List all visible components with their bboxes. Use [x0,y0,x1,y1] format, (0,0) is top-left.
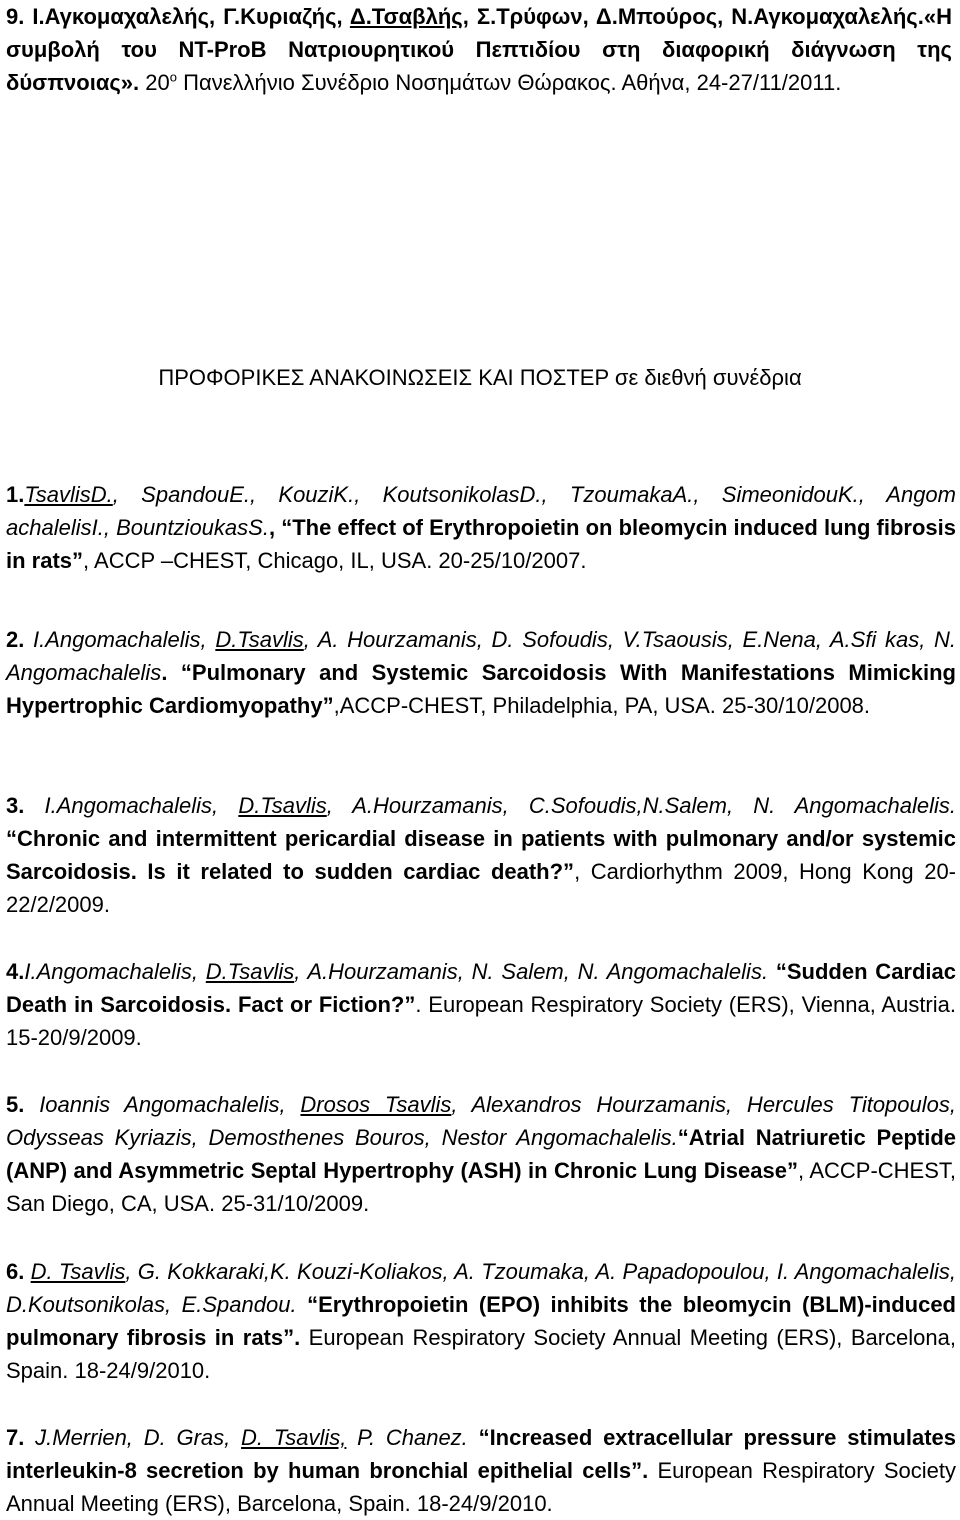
publication-entry-4 [6,955,956,1054]
entry-author-underlined: D.Tsavlis [238,793,327,818]
entry-title: , “The effect of Erythropoietin on bleomycin induced lung fibrosis in rats” [6,515,956,573]
entry-venue: , ACCP –CHEST, Chicago, IL, USA. 20-25/10/2007. [83,548,587,573]
entry-venue: European Respiratory Society Annual Meeting (ERS), Barcelona, Spain. 18-24/9/2010. [6,1458,956,1516]
entry-authors: , A.Hourzamanis, C.Sofoudis,N.Salem, N. Angomachalelis. [326,793,956,818]
publication-entry-3 [6,789,956,921]
entry-author: I.Angomachalelis, [24,959,206,984]
entry-number: 3. [6,793,45,818]
entry-venue: ,ACCP-CHEST, Philadelphia, PA, USA. 25-30/10/2008. [333,693,871,718]
entry-title: “Sudden Cardiac Death in Sarcoidosis. Fact or Fiction?” [6,959,957,1017]
entry-author-underlined: D. Tsavlis [30,1259,126,1284]
entry-venue-number: 20 [139,70,170,95]
entry-authors: , Σ.Τρύφων, Δ.Μπούρος, Ν.Αγκομαχαλελής. [462,4,924,29]
entry-authors: P. Chanez. [346,1425,468,1450]
entry-title: “Atrial Natriuretic Peptide (ANP) and Asymmetric Septal Hypertrophy (ASH) in Chronic Lung Disease” [6,1125,956,1183]
entry-title: “Increased extracellular pressure stimulates interleukin-8 secretion by human bronchial epithelial cells”. [6,1425,957,1483]
entry-prefix: 9. Ι.Αγκομαχαλελής, Γ.Κυριαζής, [6,4,350,29]
entry-venue: . European Respiratory Society (ERS), Vienna, Austria. 15-20/9/2009. [6,992,956,1050]
entry-author: I.Angomachalelis, [44,793,239,818]
publication-entry-7 [6,1421,956,1520]
entry-author: J.Merrien, D. Gras, [35,1425,242,1450]
entry-venue: European Respiratory Society Annual Meeting (ERS), Barcelona, Spain. 18-24/9/2010. [6,1325,957,1383]
entry-authors: , Alexandros Hourzamanis, Hercules Titopoulos, Odysseas Kyriazis, Demosthenes Bouros, Nestor Angomachalelis. [6,1092,956,1150]
section-heading: ΠΡΟΦΟΡΙΚΕΣ ΑΝΑΚΟΙΝΩΣΕΙΣ ΚΑΙ ΠΟΣΤΕΡ σε διεθνή συνέδρια [158,365,802,390]
entry-authors: , G. Kokkaraki,K. Kouzi-Koliakos, A. Tzoumaka, A. Papadopoulou, I. Angomachalelis, D.Koutsonikolas, E.Spandou. [6,1259,956,1317]
entry-number: 7. [6,1425,36,1450]
entry-authors: , SpandouE., KouziK., KoutsonikolasD., TzoumakaA., SimeonidouK., Angom achalelisI., BountzioukasS. [6,482,956,540]
entry-number: 2. [6,627,34,652]
entry-number: 5. [6,1092,40,1117]
entry-authors: , A. Hourzamanis, D. Sofoudis, V.Tsaousis, E.Nena, A.Sfi kas, N. Angomachalelis [6,627,956,685]
entry-author-underlined: D. Tsavlis, [241,1425,347,1450]
entry-number: 4. [6,959,25,984]
entry-author-underlined: Δ.Τσαβλής [349,4,463,29]
publication-entry-5 [6,1088,956,1220]
publication-entry-1 [6,478,956,577]
entry-venue-superscript: ο [169,69,177,85]
publication-entry-9 [6,0,952,99]
entry-author-underlined: D.Tsavlis [215,627,304,652]
entry-venue: , ACCP-CHEST, San Diego, CA, USA. 25-31/10/2009. [6,1158,957,1216]
entry-title: “Chronic and intermittent pericardial disease in patients with pulmonary and/or systemic Sarcoidosis. Is it related to sudden cardiac death?” [6,826,956,884]
entry-title: «Η συμβολή του NT-ProB Νατριουρητικού Πεπτιδίου στη διαφορική διάγνωση της δύσπνοιας». [6,4,952,95]
entry-venue: , Cardiorhythm 2009, Hong Kong 20-22/2/2009. [6,859,956,917]
entry-author: Ioannis Angomachalelis, [39,1092,301,1117]
entry-author: I.Angomachalelis, [33,627,216,652]
entry-number: 6. [6,1259,31,1284]
entry-authors: , A.Hourzamanis, N. Salem, N. Angomachalelis. [294,959,769,984]
publication-entry-6 [6,1255,956,1387]
entry-number: 1. [6,482,25,507]
entry-venue: Πανελλήνιο Συνέδριο Νοσημάτων Θώρακος. Αθήνα, 24-27/11/2011. [176,70,842,95]
entry-title: . “Pulmonary and Systemic Sarcoidosis With Manifestations Mimicking Hypertrophic Cardiomyopathy” [6,660,956,718]
entry-title: “Erythropoietin (EPO) inhibits the bleomycin (BLM)-induced pulmonary fibrosis in rats”. [6,1292,956,1350]
entry-author-underlined: TsavlisD. [24,482,113,507]
entry-author-underlined: D.Tsavlis [205,959,295,984]
publication-entry-2 [6,623,956,722]
entry-author-underlined: Drosos Tsavlis [300,1092,452,1117]
